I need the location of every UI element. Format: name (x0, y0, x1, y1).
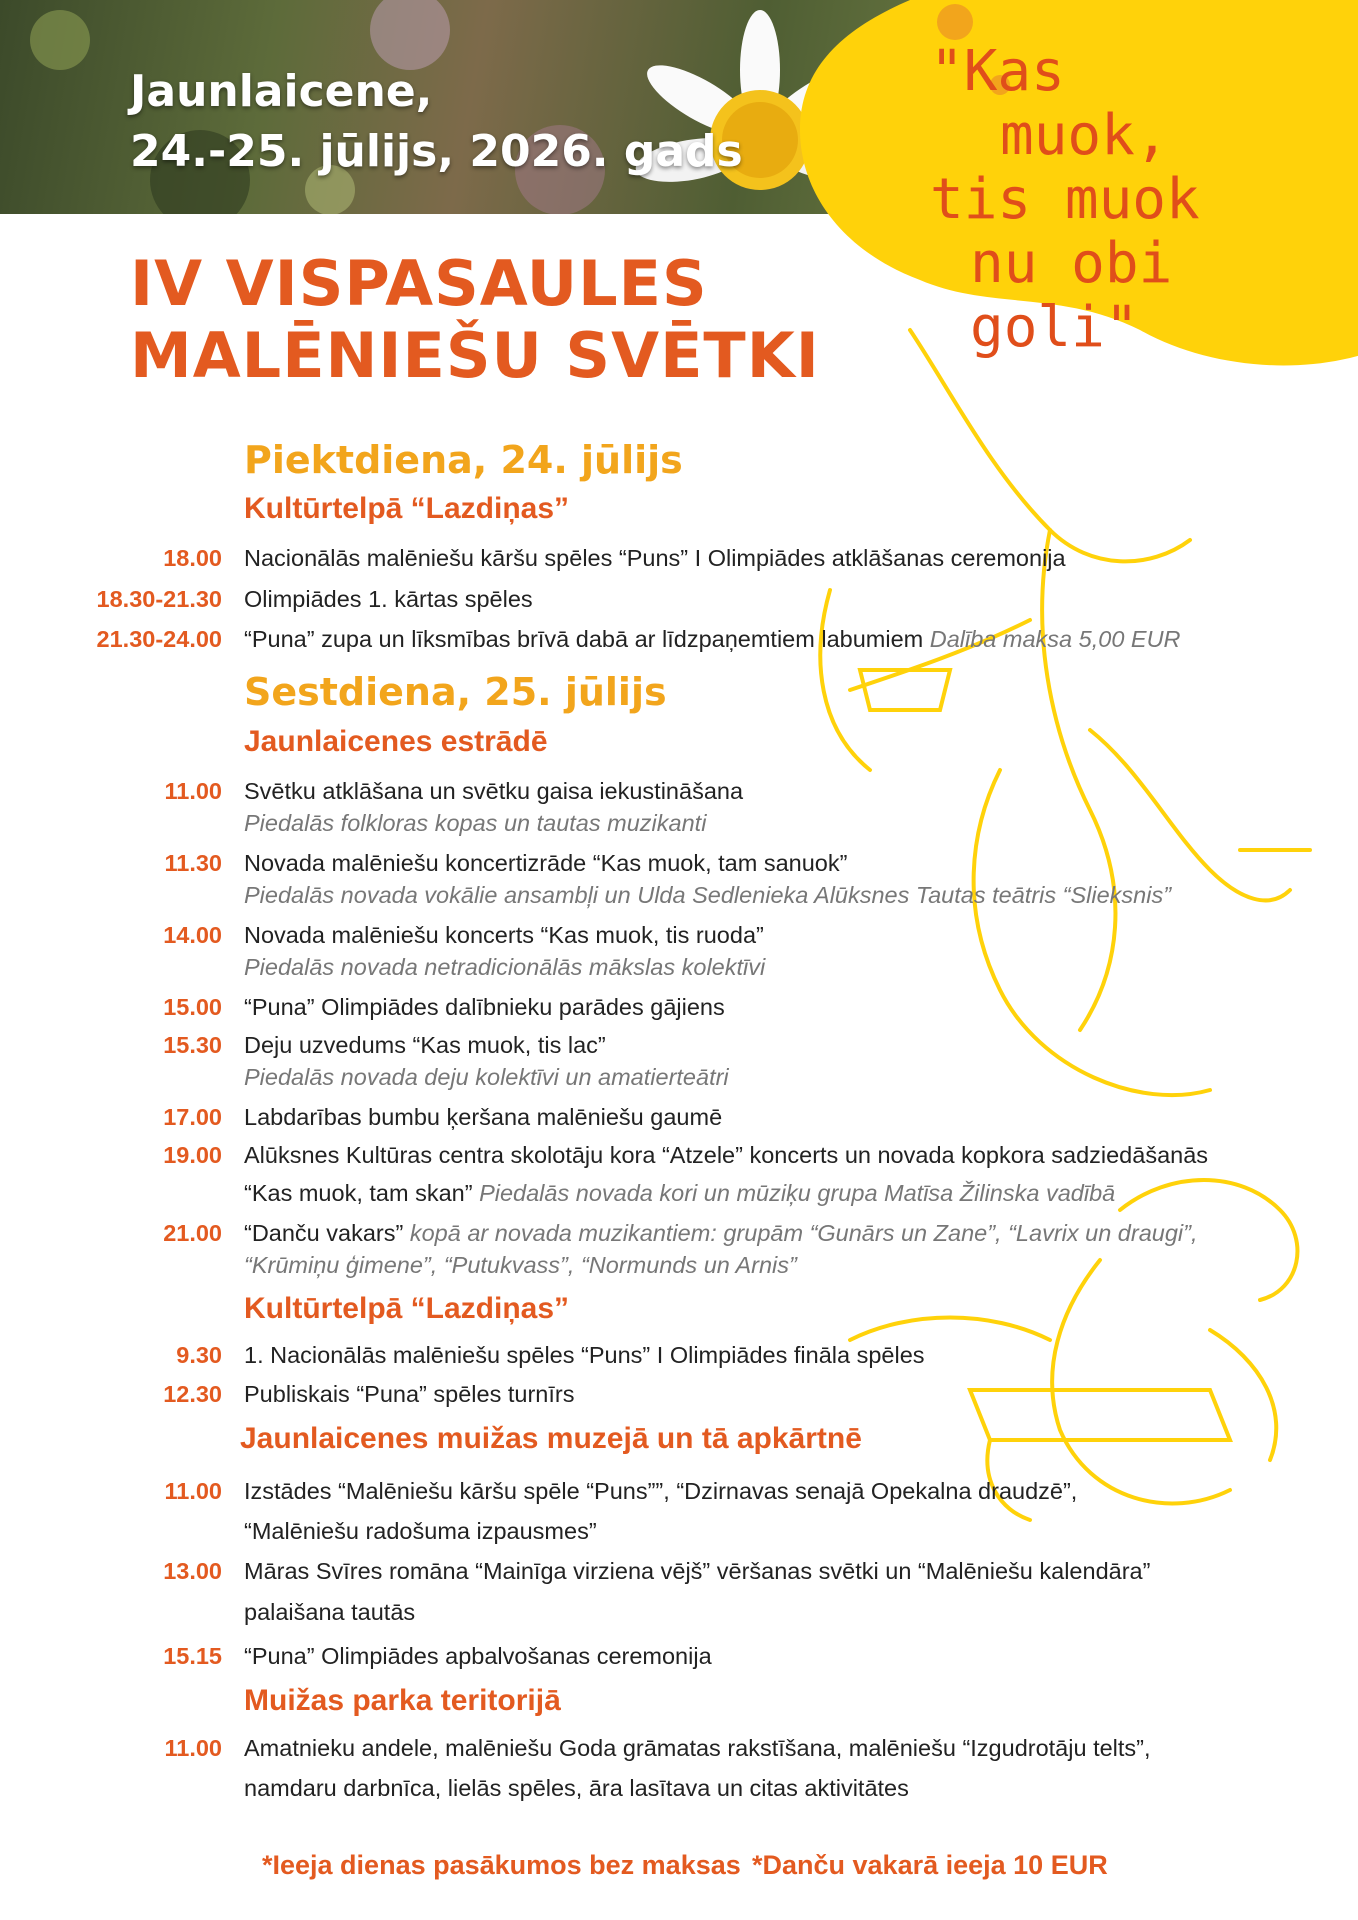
event-time: 18.30-21.30 (96, 586, 222, 612)
event-time: 11.00 (164, 1735, 222, 1761)
event-text: 1. Nacionālās malēniešu spēles “Puns” I Olimpiādes fināla spēles (244, 1342, 925, 1368)
event-time: 19.00 (163, 1142, 222, 1168)
event-time: 15.30 (163, 1032, 222, 1058)
event-time: 13.00 (163, 1558, 222, 1584)
friday-heading: Piektdiena, 24. jūlijs (244, 438, 683, 482)
event-text: Nacionālās malēniešu kāršu spēles “Puns” I Olimpiādes atklāšanas ceremonija (244, 545, 1066, 571)
event-note: kopā ar novada muzikantiem: grupām “Gunārs un Zane”, “Lavrix un draugi”, (409, 1220, 1198, 1246)
quote-line: muok, (1000, 103, 1169, 168)
event-text-wrap (244, 1218, 1284, 1248)
event-time: 18.00 (163, 545, 222, 571)
event-note: Piedalās novada deju kolektīvi un amatierteātri (244, 1064, 729, 1090)
event-note: Piedalās novada kori un mūziķu grupa Matīsa Žilinska vadībā (479, 1180, 1116, 1206)
event-text: Māras Svīres romāna “Mainīga virziena vējš” vēršanas svētki un “Malēniešu kalendāra” (244, 1558, 1151, 1584)
event-text: Deju uzvedums “Kas muok, tis lac” (244, 1032, 606, 1058)
title-line-1: IV VISPASAULES (130, 247, 708, 320)
festival-title (130, 248, 820, 392)
event-text-wrap (244, 624, 1284, 654)
event-time: 15.00 (163, 994, 222, 1020)
saturday-venue-lazdinas: Kultūrtelpā “Lazdiņas” (244, 1292, 570, 1325)
saturday-heading: Sestdiena, 25. jūlijs (244, 670, 667, 714)
event-text: Publiskais “Puna” spēles turnīrs (244, 1381, 575, 1407)
event-place-and-date (130, 62, 743, 182)
event-text: Labdarības bumbu ķeršana malēniešu gaumē (244, 1104, 723, 1130)
event-time: 11.30 (164, 850, 222, 876)
event-note: Dalība maksa 5,00 EUR (929, 626, 1181, 652)
event-text: Svētku atklāšana un svētku gaisa iekustināšana (244, 778, 744, 804)
saturday-venue-park: Muižas parka teritorijā (244, 1684, 561, 1717)
quote-line: goli" (970, 295, 1139, 360)
event-text: “Puna” Olimpiādes dalībnieku parādes gājiens (244, 994, 725, 1020)
friday-venue: Kultūrtelpā “Lazdiņas” (244, 492, 570, 525)
event-note: Piedalās novada vokālie ansambļi un Ulda Sedlenieka Alūksnes Tautas teātris “Slieksnis” (244, 882, 1172, 908)
saturday-venue-estrade: Jaunlaicenes estrādē (244, 725, 548, 758)
event-text: “Puna” zupa un līksmības brīvā dabā ar līdzpaņemtiem labumiem (244, 626, 924, 652)
event-text: Alūksnes Kultūras centra skolotāju kora “Atzele” koncerts un novada kopkora sadziedāšanās (244, 1142, 1209, 1168)
event-note: Piedalās folkloras kopas un tautas muzikanti (244, 810, 707, 836)
event-time: 21.30-24.00 (96, 626, 222, 652)
event-time: 12.30 (163, 1381, 222, 1407)
event-text: “Danču vakars” (244, 1220, 404, 1246)
event-text: Amatnieku andele, malēniešu Goda grāmatas rakstīšana, malēniešu “Izgudrotāju telts”, (244, 1735, 1151, 1761)
event-text-continued: namdaru darbnīca, lielās spēles, āra lasītava un citas aktivitātes (244, 1775, 909, 1801)
saturday-venue-museum: Jaunlaicenes muižas muzejā un tā apkārtnē (240, 1422, 862, 1455)
event-text-continued: palaišana tautās (244, 1599, 416, 1625)
footer-free-entry-note: *Ieeja dienas pasākumos bez maksas (262, 1850, 741, 1880)
event-text: Novada malēniešu koncerts “Kas muok, tis ruoda” (244, 922, 764, 948)
event-text: Olimpiādes 1. kārtas spēles (244, 586, 533, 612)
event-text: “Puna” Olimpiādes apbalvošanas ceremonija (244, 1643, 712, 1669)
event-dates: 24.-25. jūlijs, 2026. gads (130, 126, 743, 177)
event-time: 11.00 (164, 778, 222, 804)
quote-line: tis muok (930, 167, 1200, 232)
event-text-continued: “Kas muok, tam skan” (244, 1180, 473, 1206)
event-time: 15.15 (163, 1643, 222, 1669)
title-line-2: MALĒNIEŠU SVĒTKI (130, 319, 820, 392)
event-time: 14.00 (163, 922, 222, 948)
footer-dance-evening-fee: *Danču vakarā ieeja 10 EUR (752, 1850, 1108, 1880)
event-text-wrap (244, 1178, 1284, 1208)
event-text: Novada malēniešu koncertizrāde “Kas muok, tam sanuok” (244, 850, 848, 876)
event-text-continued: “Malēniešu radošuma izpausmes” (244, 1518, 597, 1544)
event-text: Izstādes “Malēniešu kāršu spēle “Puns””, “Dzirnavas senajā Opekalna draudzē”, (244, 1478, 1078, 1504)
event-note: “Krūmiņu ģimene”, “Putukvass”, “Normunds un Arnis” (244, 1252, 797, 1278)
event-time: 17.00 (163, 1104, 222, 1130)
event-time: 9.30 (176, 1342, 222, 1368)
event-time: 11.00 (164, 1478, 222, 1504)
event-note: Piedalās novada netradicionālās mākslas kolektīvi (244, 954, 766, 980)
event-location: Jaunlaicene, (130, 66, 433, 117)
quote-line: nu obi (970, 231, 1173, 296)
quote-line: "Kas (930, 39, 1065, 104)
event-time: 21.00 (163, 1220, 222, 1246)
